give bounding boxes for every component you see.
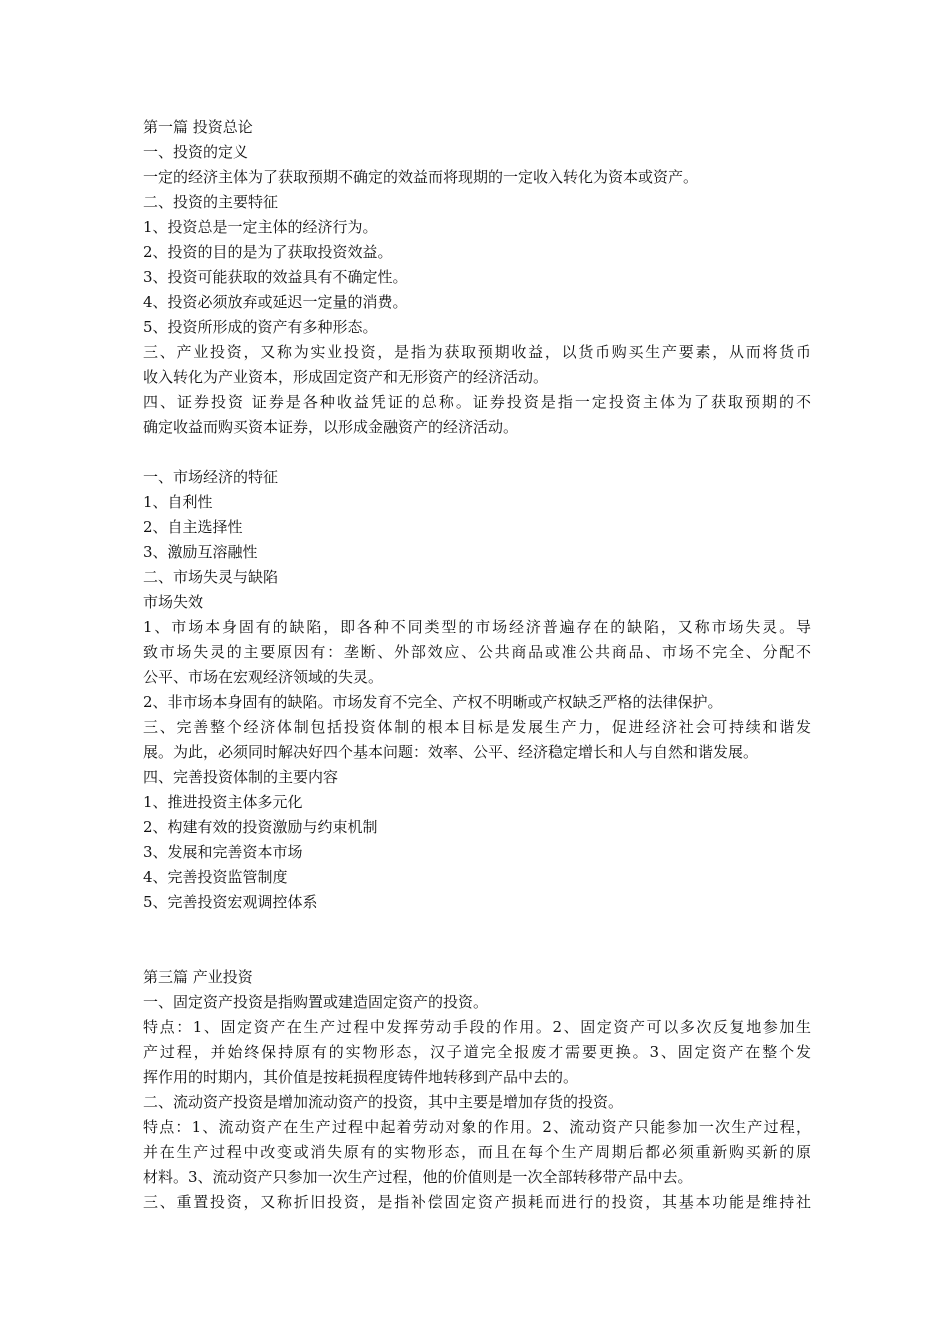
list-item: 5、投资所形成的资产有多种形态。 xyxy=(143,318,378,336)
paragraph-line: 公平、市场在宏观经济领域的失灵。 xyxy=(143,668,384,686)
paragraph-line: 三、产业投资，又称为实业投资，是指为获取预期收益，以货币购买生产要素，从而将货币 xyxy=(143,343,811,361)
paragraph-line: 挥作用的时期内，其价值是按耗损程度铸件地转移到产品中去的。 xyxy=(143,1068,579,1086)
section-heading: 二、流动资产投资是增加流动资产的投资，其中主要是增加存货的投资。 xyxy=(143,1093,624,1111)
paragraph-line: 三、重置投资，又称折旧投资，是指补偿固定资产损耗而进行的投资，其基本功能是维持社 xyxy=(143,1193,811,1211)
document-page xyxy=(143,115,811,1215)
list-item: 3、激励互溶融性 xyxy=(143,543,258,561)
chapter-heading: 第三篇 产业投资 xyxy=(143,968,253,986)
list-item: 1、推进投资主体多元化 xyxy=(143,793,303,811)
section-heading: 一、市场经济的特征 xyxy=(143,468,279,486)
blank-line xyxy=(143,440,811,465)
paragraph-line: 一定的经济主体为了获取预期不确定的效益而将现期的一定收入转化为资本或资产。 xyxy=(143,168,699,186)
list-item: 3、投资可能获取的效益具有不确定性。 xyxy=(143,268,408,286)
paragraph-line: 1、市场本身固有的缺陷，即各种不同类型的市场经济普遍存在的缺陷，又称市场失灵。导 xyxy=(143,618,811,636)
list-item: 4、投资必须放弃或延迟一定量的消费。 xyxy=(143,293,408,311)
section-heading: 二、市场失灵与缺陷 xyxy=(143,568,279,586)
list-item: 1、自利性 xyxy=(143,493,213,511)
paragraph-line: 特点：1、固定资产在生产过程中发挥劳动手段的作用。2、固定资产可以多次反复地参加生 xyxy=(143,1018,811,1036)
section-heading: 一、投资的定义 xyxy=(143,143,249,161)
section-heading: 二、投资的主要特征 xyxy=(143,193,279,211)
subheading: 市场失效 xyxy=(143,593,204,611)
paragraph-line: 四、证券投资 证券是各种收益凭证的总称。证券投资是指一定投资主体为了获取预期的不 xyxy=(143,393,811,411)
list-item: 4、完善投资监管制度 xyxy=(143,868,288,886)
list-item: 2、投资的目的是为了获取投资效益。 xyxy=(143,243,393,261)
paragraph-line: 特点：1、流动资产在生产过程中起着劳动对象的作用。2、流动资产只能参加一次生产过程， xyxy=(143,1118,811,1136)
paragraph-line: 材料。3、流动资产只参加一次生产过程，他的价值则是一次全部转移带产品中去。 xyxy=(143,1168,693,1186)
chapter-heading: 第一篇 投资总论 xyxy=(143,118,253,136)
paragraph-line: 展。为此，必须同时解决好四个基本问题：效率、公平、经济稳定增长和人与自然和谐发展。 xyxy=(143,743,759,761)
blank-line xyxy=(143,915,811,965)
section-heading: 四、完善投资体制的主要内容 xyxy=(143,768,339,786)
list-item: 2、构建有效的投资激励与约束机制 xyxy=(143,818,378,836)
paragraph-line: 确定收益而购买资本证券，以形成金融资产的经济活动。 xyxy=(143,418,519,436)
paragraph-line: 2、非市场本身固有的缺陷。市场发育不完全、产权不明晰或产权缺乏严格的法律保护。 xyxy=(143,693,723,711)
paragraph-line: 并在生产过程中改变或消失原有的实物形态，而且在每个生产周期后都必须重新购买新的原 xyxy=(143,1143,811,1161)
section-heading: 一、固定资产投资是指购置或建造固定资产的投资。 xyxy=(143,993,489,1011)
paragraph-line: 三、完善整个经济体制包括投资体制的根本目标是发展生产力，促进经济社会可持续和谐发 xyxy=(143,718,811,736)
paragraph-line: 致市场失灵的主要原因有：垄断、外部效应、公共商品或准公共商品、市场不完全、分配不 xyxy=(143,643,811,661)
paragraph-line: 产过程，并始终保持原有的实物形态，汉子道完全报废才需要更换。3、固定资产在整个发 xyxy=(143,1043,811,1061)
list-item: 3、发展和完善资本市场 xyxy=(143,843,303,861)
list-item: 2、自主选择性 xyxy=(143,518,243,536)
list-item: 1、投资总是一定主体的经济行为。 xyxy=(143,218,378,236)
paragraph-line: 收入转化为产业资本，形成固定资产和无形资产的经济活动。 xyxy=(143,368,549,386)
list-item: 5、完善投资宏观调控体系 xyxy=(143,893,318,911)
